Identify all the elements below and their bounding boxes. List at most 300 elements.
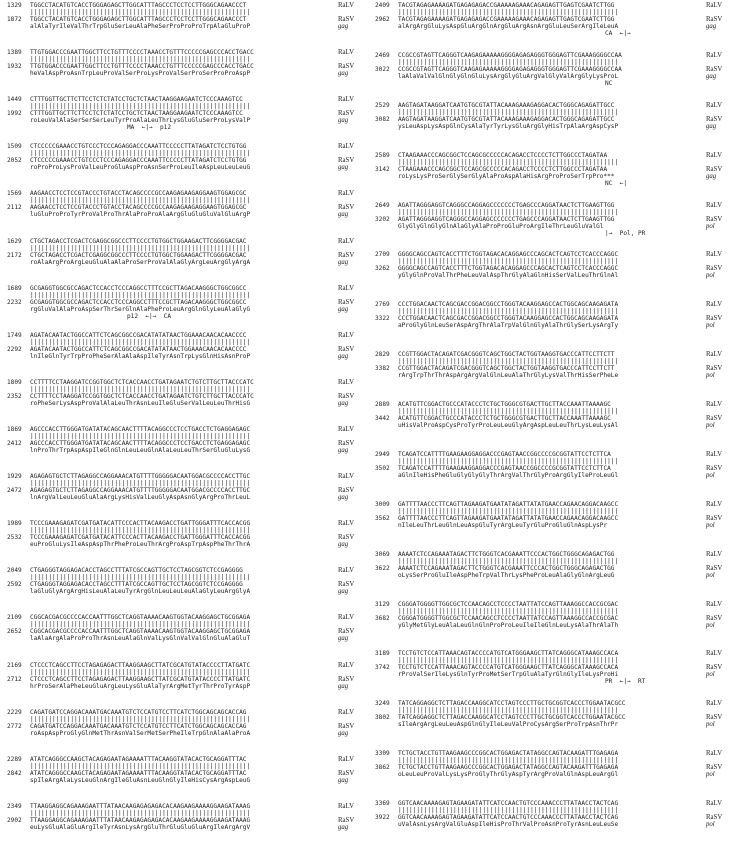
ralv-label: RaLV <box>338 2 354 9</box>
amino-acid-translation: roAlaArgProArgLeuGluAlaAlaProSerProValAlaGlyArgLeuArgGlyArgA <box>30 258 251 266</box>
ralv-nucleotides: AAAATCTCCAGAAATAGACTTCTGGGTCACGAAATTCCCACTGGCTGGGCAGAGACTGG <box>398 550 615 558</box>
ralv-label: RaLV <box>706 201 722 209</box>
rasv-nucleotides: TTAAGGAGGCAGAAAGAATTTATAACAAGAGAGAGACACAAGAAGAAAAGGAAGATAAAG <box>30 816 251 824</box>
alignment-block <box>7 520 365 567</box>
rasv-position: 2352 <box>7 392 22 400</box>
rasv-position: 2592 <box>7 581 22 589</box>
rasv-label: RaSV <box>338 63 355 71</box>
ralv-position: 1929 <box>7 473 22 481</box>
ralv-position: 2589 <box>375 151 390 159</box>
amino-acid-translation: laAlaArgAlaProProThrAsnLeuAlaGlnValLysGlnValValGlnGluAlaGluT <box>30 635 251 643</box>
alignment-block <box>7 803 365 850</box>
amino-acid-translation: euLysGluAlaGluArgIleTyrAsnLysArgGluThrGluGluGluArgIleArgArgV <box>30 823 251 831</box>
gene-label: gag <box>706 172 717 180</box>
ralv-position: 3369 <box>375 800 390 807</box>
ralv-position: 2889 <box>375 401 390 408</box>
gene-label: pol <box>706 821 715 828</box>
ralv-position: 2409 <box>375 2 390 9</box>
ralv-position: 3249 <box>375 700 390 708</box>
rasv-position: 3922 <box>375 814 390 821</box>
ralv-position: 2829 <box>375 351 390 359</box>
rasv-nucleotides: AGAGAGTGCTCTTAGAGGCCAGGAAACATGTTTTGGGGGACAATGGACGCCCCACCTTGC <box>30 487 251 495</box>
ralv-nucleotides: CAGATGATCCAGGACAAATGACAAATGTCTCCATGTCCTTCATCTGGCAGCAGCACCAG <box>30 708 247 716</box>
rasv-label: RaSV <box>338 110 355 118</box>
identity-bars: |||||||||||||||||||||||||||||||||||||||||||||||||||||||||||| <box>398 507 619 515</box>
ralv-label: RaLV <box>706 401 722 408</box>
rasv-nucleotides: TCCTGTCTCCATTAAACAGTACCCCATGTCATGGGAAGCTTATCAGGGCATAAAGCCACA <box>398 664 619 672</box>
ralv-position: 3309 <box>375 750 390 758</box>
identity-bars: |||||||||||||||||||||||||||||||||||||||||||||||||||||||||||| <box>398 108 619 116</box>
identity-bars: |||||||||||||||||||||||||||||||||||||||||||||||||||||||||||| <box>30 338 251 346</box>
rasv-position: 3862 <box>375 764 390 772</box>
rasv-position: 3022 <box>375 65 390 73</box>
ralv-label: RaLV <box>706 600 722 608</box>
identity-bars: |||||||||||||||||||||||||||||||||||||||||||||||||||||||||||| <box>30 480 251 488</box>
rasv-position: 3322 <box>375 315 390 323</box>
ralv-position: 1509 <box>7 143 22 151</box>
rasv-label: RaSV <box>338 298 355 306</box>
rasv-nucleotides: AGATACAATACTGGCCATTCTCAGCGGCCGACATATATAACTGGAAACAACACAACCCC <box>30 345 247 353</box>
rasv-label: RaSV <box>706 664 723 672</box>
identity-bars: |||||||||||||||||||||||||||||||||||||||||||||||||||||||||||| <box>30 809 251 817</box>
gene-label: gag <box>338 682 349 690</box>
alignment-block <box>375 251 733 301</box>
rasv-position: 2652 <box>7 628 22 636</box>
ralv-label: RaLV <box>338 708 354 716</box>
rasv-nucleotides: TGGCCTACATGTCACCTGGGAGAGCTTGGCATTTAGCCCTCCTCCTTGGGCAGAACCCT <box>30 16 247 23</box>
cleavage-site-annotation: p12 ←|→ CA <box>127 312 172 320</box>
rasv-label: RaSV <box>706 714 723 722</box>
amino-acid-translation: uHisValProAspCysProTyrProLeuLeuGlyArgAspLeuLeuThrLysLeuLysAl <box>398 422 619 429</box>
identity-bars: |||||||||||||||||||||||||||||||||||||||||||||||||||||||||||| <box>398 308 619 316</box>
rasv-nucleotides: TTGTGGACCCGAATTGGCTTCCTGTTTCCCCTAAACCTGTTTCCCCCGAGCCCACCTGACC <box>30 63 254 71</box>
ralv-nucleotides: TTAAGGAGGCAGAAAGAATTTATAACAAGAGAGAGACACAAGAAGAAAAGGAAGATAAAG <box>30 802 251 810</box>
alignment-block <box>7 756 365 803</box>
rasv-label: RaSV <box>338 722 355 730</box>
ralv-label: RaLV <box>338 567 354 575</box>
rasv-label: RaSV <box>706 16 723 23</box>
rasv-nucleotides: TCTGCTACCTGTTAAGAAGCCCGGCACTGGAGACTATAGGCCAGTACAAGATTTGAGAGA <box>398 764 619 772</box>
identity-bars: |||||||||||||||||||||||||||||||||||||||||||||||||||||||||||| <box>398 807 619 814</box>
cleavage-site-annotation: MA ←|→ p12 <box>127 124 172 132</box>
identity-bars: |||||||||||||||||||||||||||||||||||||||||||||||||||||||||||| <box>398 757 619 765</box>
ralv-label: RaLV <box>706 750 722 758</box>
identity-bars: |||||||||||||||||||||||||||||||||||||||||||||||||||||||||||| <box>30 291 251 299</box>
gene-label: gag <box>338 399 349 407</box>
ralv-position: 2349 <box>7 802 22 810</box>
ralv-label: RaLV <box>706 301 722 309</box>
amino-acid-translation: ysLeuAspLysAspGlnCysAlaTyrTyrLysGluArgGlyHisTrpAlaArgAspCysP <box>398 122 619 130</box>
identity-bars: |||||||||||||||||||||||||||||||||||||||||||||||||||||||||||| <box>30 56 251 64</box>
ralv-position: 3189 <box>375 650 390 658</box>
rasv-position: 2472 <box>7 487 22 495</box>
rasv-position: 3382 <box>375 365 390 373</box>
ralv-nucleotides: GATTTTAACCCTTCAGTTAGAAGATGAATATAGATTATATGAACCAGAACAGGACAAGCC <box>398 500 619 508</box>
rasv-position: 2772 <box>7 722 22 730</box>
gene-label: pol <box>706 422 715 429</box>
gene-label: pol <box>706 222 715 230</box>
ralv-label: RaLV <box>338 190 354 198</box>
rasv-nucleotides: CAGATGATCCAGGACAAATGACAAATGTCTCCATGTCCTTCATCTGGCAGCAGCACCAG <box>30 722 247 730</box>
ralv-position: 3069 <box>375 550 390 558</box>
identity-bars: |||||||||||||||||||||||||||||||||||||||||||||||||||||||||||| <box>30 574 251 582</box>
ralv-nucleotides: CTGCTAGACCTCGACTCGAGGCGGCCCTTCCCCTGTGGCTGGAAGACTTCGGGGACGAC <box>30 237 247 245</box>
ralv-nucleotides: GGTCAACAAAAGAGTAGAAGATATTCATCCAACTGTCCCAAACCCTTATAACCTACTCAG <box>398 800 619 807</box>
identity-bars: |||||||||||||||||||||||||||||||||||||||||||||||||||||||||||| <box>398 358 619 366</box>
ralv-position: 1749 <box>7 331 22 339</box>
ralv-nucleotides: CGGGATGGGGTTGGCGCTCCAACAGCCTCCCCTAATTATCCAGTTAAAGGCCACCGCGAC <box>398 600 619 608</box>
gene-label: pol <box>706 621 715 629</box>
rasv-position: 3202 <box>375 215 390 223</box>
cleavage-site-annotation: NC <box>605 79 613 87</box>
identity-bars: |||||||||||||||||||||||||||||||||||||||||||||||||||||||||||| <box>30 244 251 252</box>
ralv-position: 2769 <box>375 301 390 309</box>
rasv-position: 2052 <box>7 157 22 165</box>
ralv-position: 1389 <box>7 49 22 57</box>
rasv-position: 1932 <box>7 63 22 71</box>
ralv-label: RaLV <box>706 700 722 708</box>
ralv-position: 2529 <box>375 101 390 109</box>
ralv-nucleotides: AAGTAGATAAGGATCAATGTGCGTATTACAAAGAAAGAGGACACTGGGCAGAGATTGCC <box>398 101 615 109</box>
gene-label: gag <box>338 211 349 219</box>
cleavage-site-annotation: NC ←| <box>605 179 628 187</box>
amino-acid-translation: euProGluLysIleAspAspThrPheProLeuThrArgProAspTrpAspPheThrThrA <box>30 541 251 549</box>
amino-acid-translation: lnIleGlnTyrTrpProPheSerAlaAlaAspIleTyrAsnTrpLysGlnHisAsnProP <box>30 352 251 360</box>
gene-label: gag <box>706 72 717 80</box>
rasv-nucleotides: ATATCAGGGCCAAGCTACAGAGAATAGAAAATTTACAAGGTATACACTGCAGGATTTAC <box>30 769 247 777</box>
rasv-nucleotides: TCAGATCCATTTTGAAGAAGGAGGACCCGAGTAACCGGCCCCGCGGTATTCCTCTTCA <box>398 464 611 472</box>
alignment-block <box>7 473 365 520</box>
identity-bars: |||||||||||||||||||||||||||||||||||||||||||||||||||||||||||| <box>398 657 619 665</box>
rasv-label: RaSV <box>706 564 723 572</box>
rasv-nucleotides: AGCCCACCTTGGGATGATATACAGCAACTTTTACAGGCCCTCCTGACCTCTGAGGAGAGC <box>30 439 251 447</box>
amino-acid-translation: luGluProProTyrProValProThrAlaProProAlaArgGluGluGluValGluArgP <box>30 211 251 219</box>
ralv-nucleotides: CCCTGGACAACTCAGCGACCGGACGGCCTGGGTACAAGGAGCCACTGGCAGCAAGAGATA <box>398 301 619 309</box>
rasv-label: RaSV <box>706 315 723 323</box>
rasv-label: RaSV <box>338 534 355 542</box>
ralv-label: RaLV <box>706 2 722 9</box>
rasv-label: RaSV <box>706 814 723 821</box>
rasv-position: 2232 <box>7 298 22 306</box>
ralv-nucleotides: TGGCCTACATGTCACCTGGGAGAGCTTGGCATTTAGCCCTCCTCCTTGGGCAGAACCCT <box>30 2 247 9</box>
amino-acid-translation: GlyGlyGlnGlyGlnAlaGlyAlaProProGluProArgIleThrLeuGluValGl <box>398 222 604 230</box>
alignment-block <box>7 332 365 379</box>
rasv-position: 2532 <box>7 534 22 542</box>
ralv-nucleotides: TCCTGTCTCCATTAAACAGTACCCCATGTCATGGGAAGCTTATCAGGGCATAAAGCCACA <box>398 650 619 658</box>
rasv-label: RaSV <box>706 415 723 422</box>
gene-label: gag <box>338 729 349 737</box>
rasv-position: 1992 <box>7 110 22 118</box>
identity-bars: |||||||||||||||||||||||||||||||||||||||||||||||||||||||||||| <box>398 9 619 16</box>
alignment-block <box>375 52 733 102</box>
identity-bars: |||||||||||||||||||||||||||||||||||||||||||||||||||||||||||| <box>398 707 619 715</box>
alignment-block <box>375 152 733 202</box>
ralv-nucleotides: AAGAACCTCCTCCGTACCCTGTACCTACAGCCCCGCCAAGAGAAGAGGAAGTGGAGCGC <box>30 190 247 198</box>
amino-acid-translation: spIleArgAlaLysLeuGlnArgIleGluAsnLeuGlnGlyIleHisCysArgAspLeuG <box>30 776 251 784</box>
identity-bars: |||||||||||||||||||||||||||||||||||||||||||||||||||||||||||| <box>30 103 251 111</box>
ralv-nucleotides: CCGTTGGACTACAGATCGACGGGTCAGCTGGCTACTGGTAAGGTGACCCATTCCTTCTT <box>398 351 615 359</box>
rasv-nucleotides: TCCCGAAAGAGATCGATGATACATTCCCACTTACAAGACCTGATTGGGATTTCACCACGG <box>30 534 251 542</box>
rasv-label: RaSV <box>706 215 723 223</box>
rasv-position: 3562 <box>375 514 390 522</box>
ralv-nucleotides: CCGCCGTAGTTCAGGGTCAAGAGAAAAAGGGGAGAGAGGGTGGGAGTTCGAAAGGGGCCAA <box>398 51 622 59</box>
amino-acid-translation: rArgTrpThrThrAspArgArgValGlnLeuAlaThrGlyLysValThrHisSerPheLe <box>398 372 619 380</box>
rasv-nucleotides: TATCAGGAGGCTCTTAGACCAAGGCATCCTAGTCCCTTGCTGCGGTCACCCTGGAATACGCC <box>398 714 626 722</box>
alignment-block <box>7 662 365 709</box>
ralv-label: RaLV <box>706 500 722 508</box>
rasv-position: 2712 <box>7 675 22 683</box>
rasv-position: 2902 <box>7 816 22 824</box>
ralv-nucleotides: TATCAGGAGGCTCTTAGACCAAGGCATCCTAGTCCCTTGCTGCGGTCACCCTGGAATACGCC <box>398 700 626 708</box>
rasv-nucleotides: CCGTTGGACTACAGATCGACGGGTCAGCTGGCTACTGGTAAGGTGACCCATTCCTTCTT <box>398 365 615 373</box>
alignment-block <box>7 2 365 49</box>
ralv-nucleotides: GGGGCAGCCAGTCACCTTTCTGGTAGACACAGGAGCCCAGCACTCAGTCCTCACCCAGGC <box>398 251 619 259</box>
amino-acid-translation: uValAsnLysArgValGluAspIleHisProThrValProAsnProTyrAsnLeuLeuSe <box>398 821 619 828</box>
alignment-block <box>375 451 733 501</box>
alignment-block <box>375 401 733 451</box>
rasv-label: RaSV <box>338 392 355 400</box>
rasv-nucleotides: GCGAGGTGGCGCCAGACTCCACCTCCCAGGCCTTTCCGCTTAGACAAGGGCTGGCGGCC <box>30 298 247 306</box>
right-column <box>375 2 733 850</box>
gene-label: gag <box>338 588 349 596</box>
alignment-block <box>375 700 733 750</box>
rasv-position: 3502 <box>375 464 390 472</box>
ralv-label: RaLV <box>706 550 722 558</box>
gene-label: gag <box>338 823 349 831</box>
ralv-position: 3009 <box>375 500 390 508</box>
rasv-nucleotides: AGATTAGGGAGGTCAGGGCCAGGAGCCCCCCCTGAGCCCAGGATAACTCTTGAAGTTGG <box>398 215 615 223</box>
identity-bars: |||||||||||||||||||||||||||||||||||||||||||||||||||||||||||| <box>398 607 619 615</box>
ralv-label: RaLV <box>706 351 722 359</box>
ralv-position: 3129 <box>375 600 390 608</box>
ralv-label: RaLV <box>338 49 354 57</box>
alignment-block <box>7 426 365 473</box>
alignment-block <box>7 96 365 143</box>
alignment-block <box>375 800 733 850</box>
rasv-position: 3082 <box>375 115 390 123</box>
rasv-position: 2842 <box>7 769 22 777</box>
ralv-position: 2709 <box>375 251 390 259</box>
rasv-label: RaSV <box>706 514 723 522</box>
rasv-nucleotides: TACGTAGAGAAAAGATGAGAGAGACCGAAAAAGAAACAGAGAGTTGAGTCGAATCTTGG <box>398 16 615 23</box>
alignment-block <box>375 102 733 152</box>
rasv-position: 2962 <box>375 16 390 23</box>
rasv-label: RaSV <box>706 365 723 373</box>
rasv-label: RaSV <box>706 115 723 123</box>
gene-label: gag <box>338 23 349 30</box>
rasv-label: RaSV <box>338 581 355 589</box>
rasv-position: 1872 <box>7 16 22 23</box>
gene-label: gag <box>338 541 349 549</box>
ralv-position: 2289 <box>7 755 22 763</box>
alignment-block <box>7 709 365 756</box>
rasv-label: RaSV <box>338 487 355 495</box>
identity-bars: |||||||||||||||||||||||||||||||||||||||||||||||||||||||||||| <box>30 385 251 393</box>
amino-acid-translation: oLeuLeuProValLysLysProGlyThrGlyAspTyrArgProValGlnAspLeuArgGl <box>398 771 619 779</box>
ralv-position: 2229 <box>7 708 22 716</box>
rasv-position: 3802 <box>375 714 390 722</box>
ralv-label: RaLV <box>338 473 354 481</box>
identity-bars: |||||||||||||||||||||||||||||||||||||||||||||||||||||||||||| <box>398 457 619 465</box>
alignment-block <box>7 567 365 614</box>
ralv-nucleotides: TCTGCTACCTGTTAAGAAGCCCGGCACTGGAGACTATAGGCCAGTACAAGATTTGAGAGA <box>398 750 619 758</box>
gene-label: gag <box>338 305 349 313</box>
gene-label: pol <box>706 721 715 729</box>
rasv-label: RaSV <box>338 628 355 636</box>
gene-label: gag <box>338 494 349 502</box>
ralv-nucleotides: GCGAGGTGGCGCCAGACTCCACCTCCCAGGCCTTTCCGCTTAGACAAGGGCTGGCGGCC <box>30 284 247 292</box>
ralv-nucleotides: ATATCAGGGCCAAGCTACAGAGAATAGAAAATTTACAAGGTATACACTGCAGGATTTAC <box>30 755 247 763</box>
amino-acid-translation: aGlnIleHisPheGluGlyGlyGlyThrArgValThrGlyProArgGlyIleProLeuGl <box>398 471 619 479</box>
alignment-block <box>7 238 365 285</box>
rasv-position: 3682 <box>375 614 390 622</box>
ralv-label: RaLV <box>338 284 354 292</box>
ralv-nucleotides: AGATACAATACTGGCCATTCTCAGCGGCCGACATATATAACTGGAAACAACACAACCCC <box>30 331 247 339</box>
amino-acid-translation: roProProLysProValLeuProGluAspProAsnSerProLeuIleAspLeuLeuLeuG <box>30 164 251 172</box>
rasv-nucleotides: CTGAGGGTAGGAGACACCTAGCCTTTATCGCCAGTTGCTCCTAGCGGTCTCCGAGGGG <box>30 581 243 589</box>
rasv-label: RaSV <box>338 816 355 824</box>
rasv-position: 2172 <box>7 251 22 259</box>
amino-acid-translation: yGlyMetGlyLeuAlaLeuGlnGlnProProLeuIleIleGlnLeuLysAlaThrAlaTh <box>398 621 619 629</box>
ralv-label: RaLV <box>706 800 722 807</box>
identity-bars: |||||||||||||||||||||||||||||||||||||||||||||||||||||||||||| <box>30 432 251 440</box>
identity-bars: |||||||||||||||||||||||||||||||||||||||||||||||||||||||||||| <box>398 208 619 216</box>
ralv-position: 2109 <box>7 614 22 622</box>
identity-bars: |||||||||||||||||||||||||||||||||||||||||||||||||||||||||||| <box>30 621 251 629</box>
ralv-position: 2169 <box>7 661 22 669</box>
ralv-nucleotides: TCCCGAAAGAGATCGATGATACATTCCCACTTACAAGACCTGATTGGGATTTCACCACGG <box>30 520 251 528</box>
amino-acid-translation: lnProThrTrpAspAspIleGlnGlnLeuLeuGlnAlaLeuLeuThrSerGluGluLysG <box>30 446 251 454</box>
ralv-label: RaLV <box>338 143 354 151</box>
amino-acid-translation: lnArgValLeuLeuGluAlaArgLysHisValLeuGlyAspAsnGlyArgProThrLeuL <box>30 494 251 502</box>
rasv-position: 3622 <box>375 564 390 572</box>
gene-label: gag <box>338 776 349 784</box>
alignment-block <box>375 202 733 252</box>
ralv-position: 1809 <box>7 378 22 386</box>
ralv-nucleotides: AGATTAGGGAGGTCAGGGCCAGGAGCCCCCCCTGAGCCCAGGATAACTCTTGAAGTTGG <box>398 201 615 209</box>
amino-acid-translation: laAlaValValGlnGlyGlnGluLysArgGlyGluArgValGlyValArgGlyLysProL <box>398 72 619 80</box>
rasv-position: 3442 <box>375 415 390 422</box>
identity-bars: |||||||||||||||||||||||||||||||||||||||||||||||||||||||||||| <box>30 197 251 205</box>
gene-label: gag <box>706 23 717 30</box>
alignment-block <box>7 49 365 96</box>
rasv-label: RaSV <box>338 251 355 259</box>
ralv-position: 2649 <box>375 201 390 209</box>
alignment-block <box>375 551 733 601</box>
ralv-label: RaLV <box>706 650 722 658</box>
ralv-position: 1869 <box>7 425 22 433</box>
ralv-nucleotides: TCAGATCCATTTTGAAGAAGGAGGACCCGAGTAACCGGCCCCGCGGTATTCCTCTTCA <box>398 450 611 458</box>
alignment-block <box>375 351 733 401</box>
rasv-nucleotides: CTCCCCCGAAACCTGTCCCTCCCAGAGGACCCAAATTCCCCCTTATAGATCTCCTGTGG <box>30 157 247 165</box>
amino-acid-translation: sIleArgArgLeuLeuAspGlnGlyIleLeuValProCysArgSerProTrpAsnThrPr <box>398 721 619 729</box>
cleavage-site-annotation: PR ←|→ RT <box>605 678 646 686</box>
amino-acid-translation: roLysLysProSerGlySerGlyAlaProAspAlaHisArgProProSerTrpPro*** <box>398 172 615 180</box>
ralv-label: RaLV <box>338 661 354 669</box>
alignment-block <box>7 614 365 661</box>
rasv-label: RaSV <box>338 157 355 165</box>
cleavage-site-annotation: |→ Pol, PR <box>605 229 646 237</box>
ralv-position: 1449 <box>7 96 22 104</box>
rasv-position: 3262 <box>375 265 390 273</box>
identity-bars: |||||||||||||||||||||||||||||||||||||||||||||||||||||||||||| <box>30 668 251 676</box>
ralv-label: RaLV <box>338 802 354 810</box>
ralv-position: 2949 <box>375 450 390 458</box>
alignment-block <box>7 379 365 426</box>
identity-bars: |||||||||||||||||||||||||||||||||||||||||||||||||||||||||||| <box>30 150 251 158</box>
rasv-nucleotides: GGGGCAGCCAGTCACCTTTCTGGTAGACACAGGAGCCCAGCACTCAGTCCTCACCCAGGC <box>398 265 619 273</box>
ralv-position: 1989 <box>7 520 22 528</box>
ralv-nucleotides: CCTTTTCCTAAGGATCCGGTGGCTCTCACCAACCTGATAGAATCTGTCTTGCTTACCCATC <box>30 378 254 386</box>
identity-bars: |||||||||||||||||||||||||||||||||||||||||||||||||||||||||||| <box>398 258 619 266</box>
amino-acid-translation: nIleLeuThrLeuGlnLeuAspGluTyrArgLeuTyrGluProGluGlnAspLysPr <box>398 521 608 529</box>
identity-bars: |||||||||||||||||||||||||||||||||||||||||||||||||||||||||||| <box>30 762 251 770</box>
gene-label: gag <box>338 164 349 172</box>
ralv-position: 1569 <box>7 190 22 198</box>
ralv-nucleotides: CTCCCTCAGCCTTCCTAGAGAGACTTAAGGAAGCTTATCGCATGTATACCCCTTATGATC <box>30 661 251 669</box>
ralv-label: RaLV <box>338 378 354 386</box>
rasv-nucleotides: AAGAACCTCCTCCGTACCCTGTACCTACAGCCCCGCCAAGAGAAGAGGAAGTGGAGCGC <box>30 204 247 212</box>
alignment-block <box>375 301 733 351</box>
ralv-position: 1629 <box>7 237 22 245</box>
rasv-nucleotides: CCGCCGTAGTTCAGGGTCAAGAGAAAAAGGGGAGAGAGGGTGGGAGTTCGAAAGGGGCCAA <box>398 65 622 73</box>
ralv-nucleotides: AGCCCACCTTGGGATGATATACAGCAACTTTTACAGGCCCTCCTGACCTCTGAGGAGAGC <box>30 425 251 433</box>
identity-bars: |||||||||||||||||||||||||||||||||||||||||||||||||||||||||||| <box>398 158 619 166</box>
alignment-block <box>375 501 733 551</box>
alignment-block <box>7 143 365 190</box>
amino-acid-translation: alAlaTyrIleValThrTrpGluSerLeuAlaPheSerProProProTrpAlaGluProP <box>30 23 251 30</box>
gene-label: gag <box>338 117 349 125</box>
rasv-label: RaSV <box>706 464 723 472</box>
rasv-label: RaSV <box>338 439 355 447</box>
cleavage-site-annotation: CA ←|→ <box>605 30 631 37</box>
gene-label: pol <box>706 571 715 579</box>
rasv-label: RaSV <box>706 65 723 73</box>
ralv-position: 2469 <box>375 51 390 59</box>
ralv-position: 2049 <box>7 567 22 575</box>
identity-bars: |||||||||||||||||||||||||||||||||||||||||||||||||||||||||||| <box>398 408 619 415</box>
rasv-nucleotides: CCTTTTCCTAAGGATCCGGTGGCTCTCACCAACCTGATAGAATCTGTCTTGCTTACCCATC <box>30 392 254 400</box>
rasv-label: RaSV <box>338 345 355 353</box>
ralv-nucleotides: AGAGAGTGCTCTTAGAGGCCAGGAAACATGTTTTGGGGGACAATGGACGCCCCACCTTGC <box>30 473 251 481</box>
ralv-label: RaLV <box>338 425 354 433</box>
rasv-nucleotides: CCCTGGACAACTCAGCGACCGGACGGCCTGGGTACAAGGAGCCACTGGCAGCAAGAGATA <box>398 315 619 323</box>
ralv-label: RaLV <box>338 237 354 245</box>
amino-acid-translation: hrProSerAlaPheLeuGluArgLeuLysGluAlaTyrArgMetTyrThrProTyrAspP <box>30 682 251 690</box>
amino-acid-translation: roPheSerLysAspProValAlaLeuThrAsnLeuIleGluSerValLeuLeuThrHisG <box>30 399 251 407</box>
gene-label: pol <box>706 671 715 679</box>
gene-label: pol <box>706 521 715 529</box>
gene-label: gag <box>338 635 349 643</box>
alignment-block <box>7 190 365 237</box>
ralv-label: RaLV <box>706 101 722 109</box>
rasv-position: 2412 <box>7 439 22 447</box>
ralv-nucleotides: ACATGTTCGGACTGCCCATACCCTCTGCTGGGCGTGACTTGCTTACCAAATTAAAAGC <box>398 401 611 408</box>
amino-acid-translation: yGlyGlnProValThrPheLeuValAspThrGlyAlaGlnHisSerValLeuThrGlnAl <box>398 272 619 280</box>
ralv-nucleotides: TTGTGGACCCGAATTGGCTTCCTGTTTCCCCTAAACCTGTTTCCCCCGAGCCCACCTGACC <box>30 49 254 57</box>
amino-acid-translation: heValAspProAsnTrpLeuProValSerProLysProValSerProSerProProAspP <box>30 70 251 78</box>
identity-bars: |||||||||||||||||||||||||||||||||||||||||||||||||||||||||||| <box>398 58 619 66</box>
amino-acid-translation: oLysSerProGluIleAspPheTrpValThrLysPheProLeuAlaGlyGlnArgLeuG <box>398 571 615 579</box>
gene-label: pol <box>706 771 715 779</box>
rasv-position: 3142 <box>375 165 390 173</box>
amino-acid-translation: rgGluValAlaProAspSerThrSerGlnAlaPheProLeuArgGlnGlyLeuAlaGlyG <box>30 305 251 313</box>
rasv-nucleotides: CGGCACGACGCCCCACCAATTTGGCTCAGGTAAAACAAGTGGTACAAGGAGCTGCGGAGA <box>30 628 251 636</box>
alignment-block <box>375 650 733 700</box>
ralv-position: 1329 <box>7 2 22 9</box>
gene-label: gag <box>706 122 717 130</box>
amino-acid-translation: roLeuValAlaSerSerSerLeuTyrProAlaLeuThrLysGluGluSerProLysValP <box>30 117 251 125</box>
